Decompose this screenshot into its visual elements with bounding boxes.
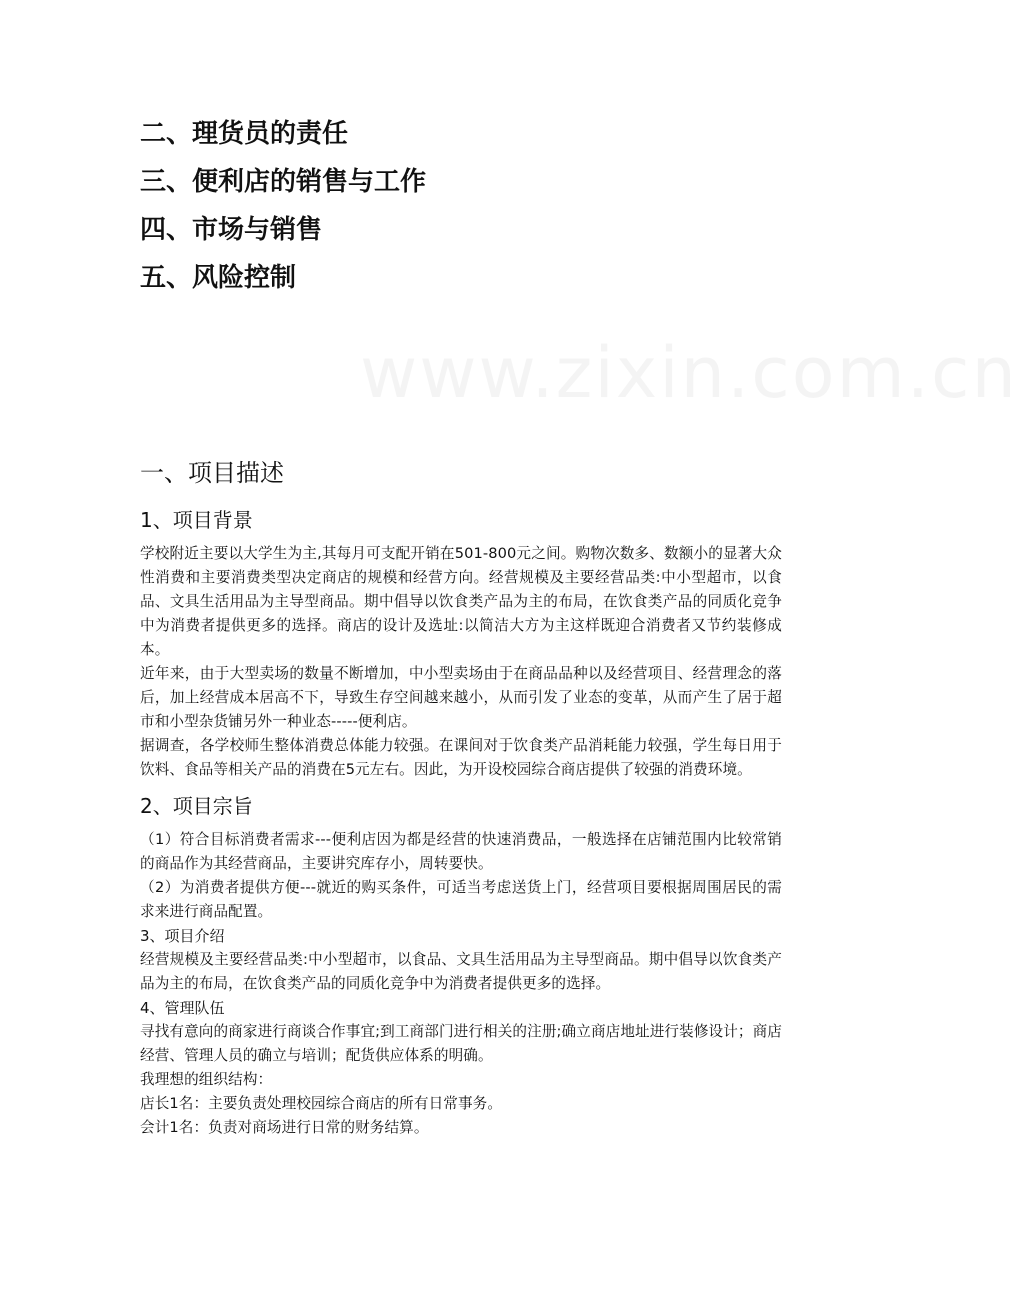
toc-item: 二、理货员的责任 [140,119,349,149]
subsection-title-team: 4、管理队伍 [140,999,225,1017]
paragraph: 据调查，各学校师生整体消费总体能力较强。在课间对于饮食类产品消耗能力较强，学生每日用于饮料、食品等相关产品的消费在5元左右。因此，为开设校园综合商店提供了较强的消费环境。 [140,737,782,778]
subsection-title-purpose: 2、项目宗旨 [140,794,253,818]
paragraph: 近年来，由于大型卖场的数量不断增加，中小型卖场由于在商品品种以及经营项目、经营理念的落后，加上经营成本居高不下，导致生存空间越来越小，从而引发了业态的变革，从而产生了居于超市和小型杂货铺另外一种业态-----便利店。 [140,665,782,730]
section-title: 一、项目描述 [140,459,284,487]
toc-item: 三、便利店的销售与工作 [140,167,427,197]
paragraph: 我理想的组织结构： [140,1071,273,1088]
watermark: www.zixin.com.cn [360,332,1018,414]
paragraph: 学校附近主要以大学生为主,其每月可支配开销在501-800元之间。购物次数多、数额小的显著大众性消费和主要消费类型决定商店的规模和经营方向。经营规模及主要经营品类:中小型超市，以食品、文具生活用品为主导型商品。期中倡导以饮食类产品为主的布局，在饮食类产品的同质化竞争中为消费者提供更多的选择。商店的设计及选址:以简洁大方为主这样既迎合消费者又节约装修成本。 [140,545,782,658]
subsection-title-background: 1、项目背景 [140,508,253,532]
document-body [140,450,782,1140]
table-of-contents [140,110,426,302]
paragraph: 店长1名：主要负责处理校园综合商店的所有日常事务。 [140,1095,503,1112]
paragraph: （1）符合目标消费者需求---便利店因为都是经营的快速消费品，一般选择在店铺范围内比较常销的商品作为其经营商品，主要讲究库存小，周转要快。 [140,831,782,872]
toc-item: 四、市场与销售 [140,215,323,245]
paragraph: 经营规模及主要经营品类:中小型超市，以食品、文具生活用品为主导型商品。期中倡导以饮食类产品为主的布局，在饮食类产品的同质化竞争中为消费者提供更多的选择。 [140,951,782,992]
paragraph: （2）为消费者提供方便---就近的购买条件，可适当考虑送货上门，经营项目要根据周围居民的需求来进行商品配置。 [140,879,782,920]
paragraph: 会计1名：负责对商场进行日常的财务结算。 [140,1119,429,1136]
toc-item: 五、风险控制 [140,263,297,293]
paragraph: 寻找有意向的商家进行商谈合作事宜;到工商部门进行相关的注册;确立商店地址进行装修设计；商店经营、管理人员的确立与培训；配货供应体系的明确。 [140,1023,782,1064]
subsection-title-intro: 3、项目介绍 [140,927,225,945]
